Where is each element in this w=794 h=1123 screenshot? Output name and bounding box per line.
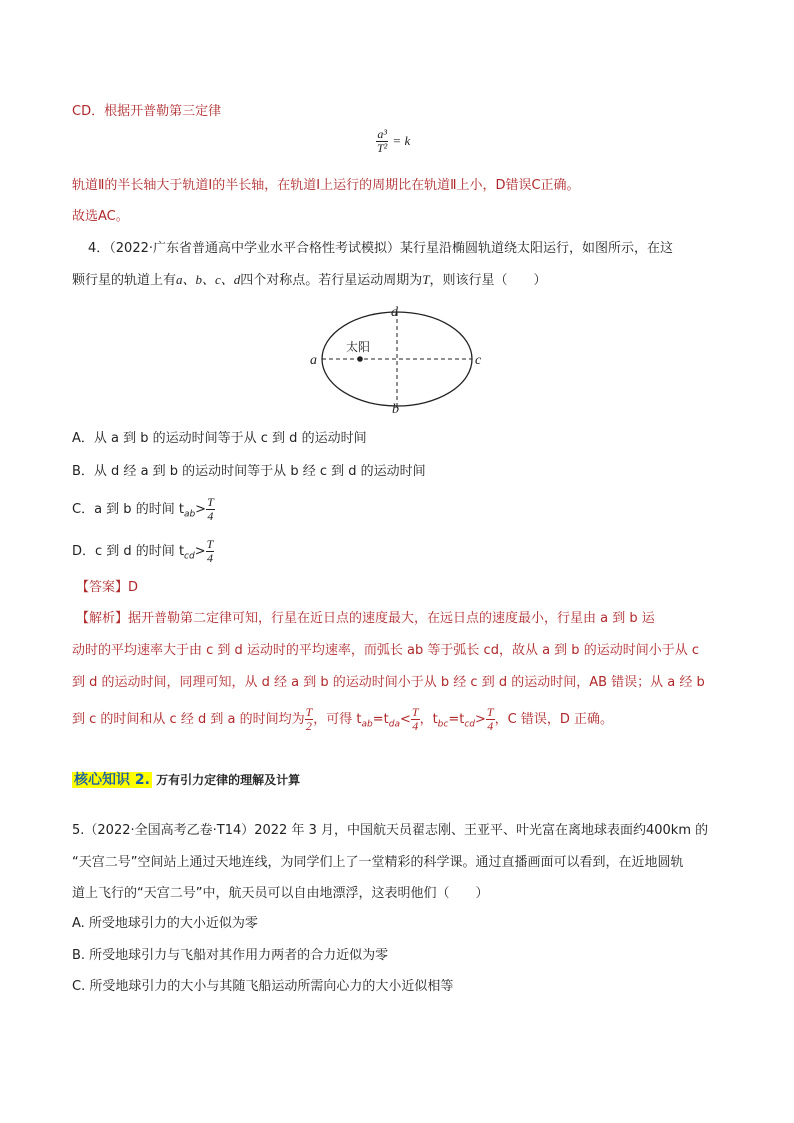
sun-dot (357, 356, 363, 362)
q5-stem-line-3: 道上飞行的“天宫二号”中，航天员可以自由地漂浮，这表明他们（ ） (72, 886, 489, 901)
orbit-figure (305, 303, 505, 415)
frac-num: T (486, 705, 494, 719)
analysis-part-a: 到 c 的时间和从 c 经 d 到 a 的时间均为 (72, 712, 305, 727)
q5-stem-line-2: “天宫二号”空间站上通过天地连线，为同学们上了一堂精彩的科学课。通过直播画面可以看到，在近地圆轨 (72, 855, 684, 870)
section-highlight: 核心知识 2. (74, 772, 150, 788)
q5-option-c: C. 所受地球引力的大小与其随飞船运动所需向心力的大小近似相等 (72, 979, 454, 994)
analysis-sub-cd: cd (464, 719, 476, 730)
analysis-sub-da: da (388, 719, 400, 730)
q4-analysis-line-2: 动时的平均速率大于由 c 到 d 运动时的平均速率，而弧长 ab 等于弧长 cd，故从 a 到 b 的运动时间小于从 c (72, 643, 699, 658)
q4-answer: 【答案】D (76, 580, 139, 595)
q4-stem-part-b: 四个对称点。若行星运动周期为 (240, 273, 423, 288)
frac-den: 2 (305, 719, 312, 733)
frac-num: T (206, 537, 214, 551)
frac-den: 4 (412, 719, 419, 733)
q4-option-c-gt: > (195, 502, 207, 517)
solution-cd-label: CD．根据开普勒第三定律 (72, 104, 222, 119)
analysis-eq: =t (372, 712, 389, 727)
q4-analysis-line-3: 到 d 的运动时间，同理可知，从 d 经 a 到 b 的运动时间小于从 b 经 c 到 d 的运动时间，AB 错误；从 a 经 b (72, 675, 705, 690)
solution-line-2: 轨道Ⅱ的半长轴大于轨道Ⅰ的半长轴，在轨道Ⅰ上运行的周期比在轨道Ⅱ上小，D错误C正确。 (72, 178, 580, 193)
analysis-part-b: ，可得 t (313, 712, 362, 727)
frac-num: T (207, 495, 214, 509)
q4-option-d (72, 538, 214, 567)
q4-period: T (422, 272, 430, 287)
formula-denominator: T² (377, 141, 388, 155)
q4-option-c (72, 496, 215, 525)
frac-den: 4 (207, 509, 214, 523)
frac-num: T (305, 705, 313, 719)
q4-stem-line-1: 4．（2022·广东省普通高中学业水平合格性考试模拟）某行星沿椭圆轨道绕太阳运行，如图所示，在这 (88, 241, 673, 256)
q4-option-d-text: D．c 到 d 的时间 t (72, 544, 185, 559)
analysis-eq-2: =t (448, 712, 465, 727)
analysis-sub-ab: ab (361, 719, 373, 730)
kepler-third-law-formula (376, 128, 410, 155)
q4-option-c-sub: ab (183, 509, 196, 520)
section-heading (72, 770, 300, 791)
analysis-part-d: ，C 错误，D 正确。 (494, 712, 613, 727)
point-a-label: a (310, 353, 317, 368)
section-title: 万有引力定律的理解及计算 (156, 773, 301, 787)
frac-num: T (411, 705, 419, 719)
formula-numerator: a³ (377, 127, 387, 141)
q5-option-b: B. 所受地球引力与飞船对其作用力两者的合力近似为零 (72, 948, 389, 963)
q5-option-a: A. 所受地球引力的大小近似为零 (72, 916, 258, 931)
frac-den: 4 (206, 551, 213, 565)
q4-option-b: B．从 d 经 a 到 b 的运动时间等于从 b 经 c 到 d 的运动时间 (72, 464, 426, 479)
q4-option-c-text: C．a 到 b 的时间 t (72, 502, 184, 517)
q4-stem-line-2 (72, 270, 547, 291)
sun-label: 太阳 (346, 340, 371, 354)
q4-analysis-line-1: 【解析】据开普勒第二定律可知，行星在近日点的速度最大，在远日点的速度最小，行星由 a 到 b 运 (76, 611, 655, 626)
q4-points: a、b、c、d (176, 272, 241, 287)
analysis-sub-bc: bc (437, 719, 449, 730)
formula-rhs: = k (392, 133, 411, 148)
frac-den: 4 (487, 719, 494, 733)
point-b-label: b (392, 402, 399, 415)
solution-conclusion: 故选AC。 (72, 209, 129, 224)
point-d-label: d (391, 305, 398, 320)
q4-stem-part-c: ，则该行星（ ） (429, 273, 547, 288)
q5-stem-line-1: 5.（2022·全国高考乙卷·T14）2022 年 3 月，中国航天员翟志刚、王亚平、叶光富在离地球表面约400km 的 (72, 823, 709, 838)
q4-analysis-line-4 (72, 706, 613, 735)
q4-option-a: A．从 a 到 b 的运动时间等于从 c 到 d 的运动时间 (72, 431, 367, 446)
analysis-gt: > (475, 712, 486, 727)
q4-option-d-gt: > (194, 544, 206, 559)
analysis-part-c: ，t (419, 712, 438, 727)
q4-option-d-sub: cd (184, 551, 195, 562)
analysis-lt: < (399, 712, 411, 727)
q4-stem-part-a: 颗行星的轨道上有 (72, 273, 177, 288)
point-c-label: c (475, 353, 482, 368)
